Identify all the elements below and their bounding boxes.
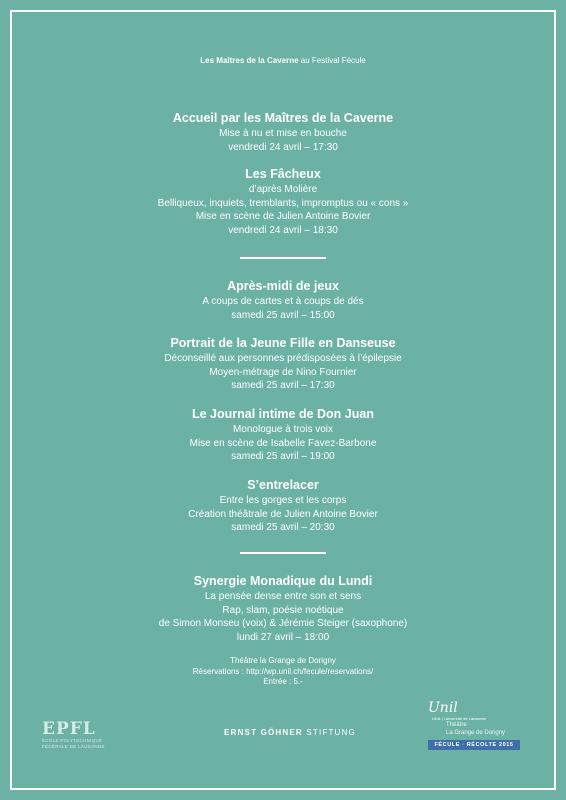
event-line: Déconseillé aux personnes prédisposées à l’épilepsie: [164, 353, 402, 364]
event-line: lundi 27 avril – 18:00: [236, 631, 330, 643]
event-block: [12, 406, 554, 464]
goehner-bold: ERNST GÖHNER: [224, 728, 303, 737]
event-line: Mise à nu et mise en bouche: [219, 128, 347, 139]
header-title-rest: au Festival Fécule: [298, 56, 366, 65]
epfl-line2: FÉDÉRALE DE LAUSANNE: [42, 743, 105, 749]
event-block: [12, 335, 554, 393]
event-line: Moyen-métrage de Nino Fournier: [209, 366, 357, 378]
event-line: La pensée dense entre son et sens: [204, 591, 362, 602]
event-title: Les Fâcheux: [245, 167, 321, 181]
event-block: [12, 166, 554, 237]
event-block: [12, 573, 554, 644]
section-divider: [240, 257, 326, 259]
unil-caption: UNIL | Université de Lausanne: [432, 716, 487, 721]
goehner-logo: [220, 728, 360, 737]
event-title: Synergie Monadique du Lundi: [193, 574, 373, 588]
fecule-band: FÉCULE · RÉCOLTE 2015: [428, 740, 520, 750]
event-line: samedi 25 avril – 17:30: [231, 380, 335, 392]
reservations-link[interactable]: Réservations : http://wp.unil.ch/fecule/reservations/: [192, 666, 374, 676]
event-line: d’après Molière: [248, 184, 318, 195]
event-line: Entre les gorges et les corps: [219, 495, 347, 506]
header-title-bold: Les Maîtres de la Caverne: [200, 56, 299, 65]
epfl-logo: [42, 720, 112, 760]
unil-theatre-line2: La Grange de Dorigny: [446, 729, 506, 736]
unil-script: Unil: [428, 700, 458, 716]
epfl-line1: ÉCOLE POLYTECHNIQUE: [42, 738, 103, 743]
event-line: Mise en scène de Isabelle Favez-Barbone: [189, 437, 377, 449]
section-divider: [240, 552, 326, 554]
unil-theatre-line1: Théâtre: [446, 722, 467, 728]
event-line: Rap, slam, poésie noétique: [222, 604, 344, 616]
venue-info: [12, 656, 554, 688]
event-block: [12, 110, 554, 154]
event-line: samedi 25 avril – 15:00: [231, 309, 335, 321]
event-line: Création théâtrale de Julien Antoine Bovier: [188, 508, 378, 520]
venue-name: Théâtre la Grange de Dorigny: [230, 656, 336, 665]
event-title: Accueil par les Maîtres de la Caverne: [172, 111, 394, 125]
event-line: Monologue à trois voix: [232, 424, 334, 435]
event-line: de Simon Monseu (voix) & Jérémie Steiger (saxophone): [158, 618, 408, 630]
event-line: Mise en scène de Julien Antoine Bovier: [195, 211, 371, 223]
poster-header: [12, 56, 554, 66]
event-line: samedi 25 avril – 20:30: [231, 522, 335, 534]
event-block: [12, 477, 554, 535]
event-title: Portrait de la Jeune Fille en Danseuse: [170, 336, 396, 350]
event-line: vendredi 24 avril – 17:30: [228, 141, 338, 153]
event-title: Après-midi de jeux: [227, 279, 339, 293]
unil-logo: [428, 700, 528, 772]
event-title: S’entrelacer: [247, 478, 319, 492]
event-line: A coups de cartes et à coups de dés: [202, 296, 364, 307]
event-line: Belliqueux, inquiets, tremblants, impromptus ou « cons »: [157, 197, 409, 209]
event-line: samedi 25 avril – 19:00: [231, 451, 335, 463]
goehner-rest: STIFTUNG: [302, 728, 356, 737]
event-title: Le Journal intime de Don Juan: [192, 407, 374, 421]
epfl-mark: EPFL: [42, 719, 96, 739]
entry-price: Entrée : 5.-: [263, 677, 303, 686]
event-block: [12, 278, 554, 322]
event-line: vendredi 24 avril – 18:30: [228, 224, 338, 236]
